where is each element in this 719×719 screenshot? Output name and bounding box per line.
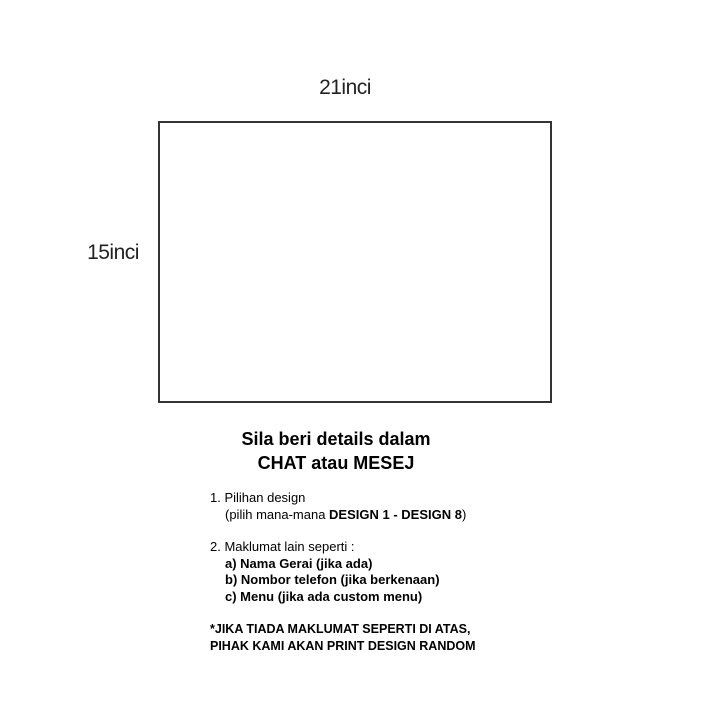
item-2-subitem-a: a) Nama Gerai (jika ada) bbox=[225, 555, 373, 571]
note-line-1: *JIKA TIADA MAKLUMAT SEPERTI DI ATAS, bbox=[210, 622, 471, 636]
note-line-2: PIHAK KAMI AKAN PRINT DESIGN RANDOM bbox=[210, 638, 476, 653]
item-1-subtext bbox=[210, 507, 630, 524]
height-dimension-label: 15inci bbox=[87, 241, 139, 264]
instruction-heading bbox=[186, 427, 486, 475]
item-2-subitem-c: c) Menu (jika ada custom menu) bbox=[225, 588, 423, 604]
random-design-note bbox=[210, 621, 630, 654]
heading-line-2: CHAT atau MESEJ bbox=[257, 453, 415, 473]
item-2-title: 2. Maklumat lain seperti : bbox=[210, 539, 355, 554]
board-outline bbox=[158, 121, 552, 403]
item-1-sub-bold: DESIGN 1 - DESIGN 8 bbox=[329, 506, 462, 522]
width-dimension-label: 21inci bbox=[319, 76, 371, 99]
heading-line-1: Sila beri details dalam bbox=[241, 429, 431, 449]
item-1-sub-prefix: (pilih mana-mana bbox=[225, 506, 330, 522]
instruction-list bbox=[210, 490, 630, 605]
item-1-title: 1. Pilihan design bbox=[210, 490, 306, 505]
item-1-sub-suffix: ) bbox=[461, 506, 467, 522]
item-2-subitem-b: b) Nombor telefon (jika berkenaan) bbox=[225, 572, 440, 587]
